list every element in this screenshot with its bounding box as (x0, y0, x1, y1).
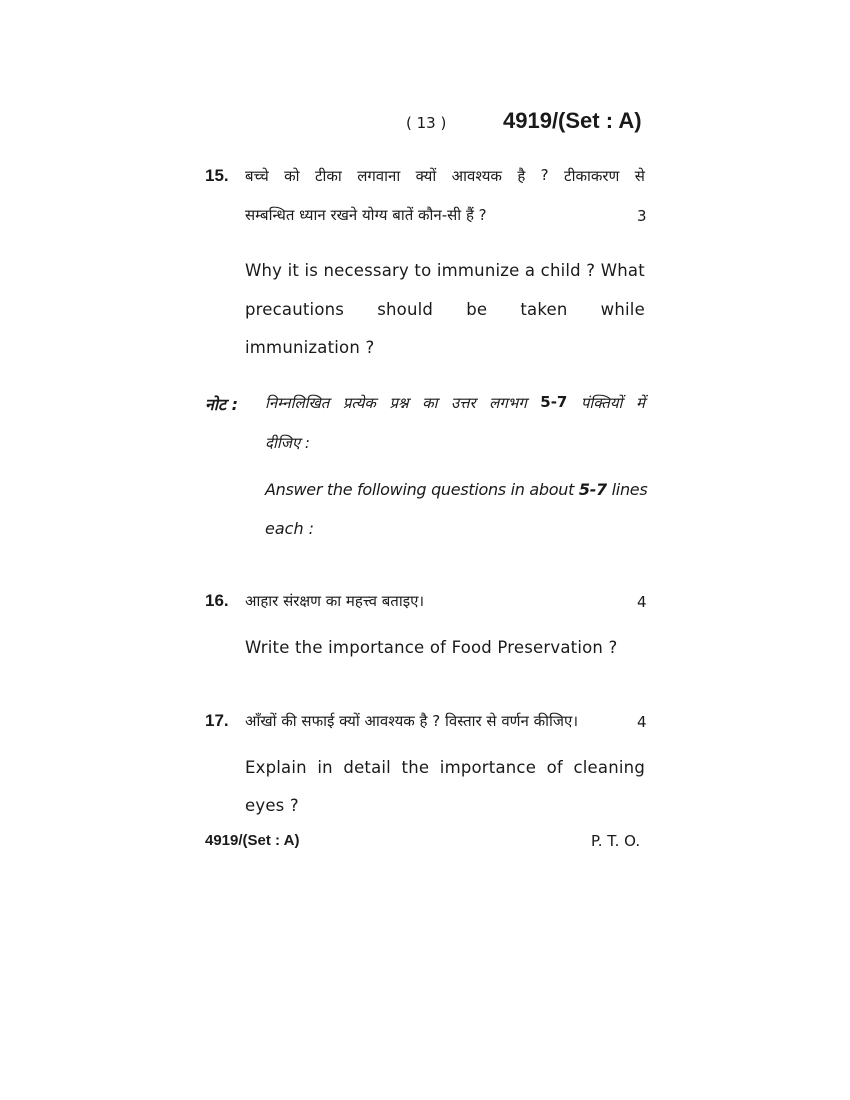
word: है (517, 167, 526, 185)
set-code-header: 4919/(Set : A) (503, 108, 642, 133)
word: taken (520, 300, 568, 319)
word: while (600, 300, 645, 319)
question-15-english-line-3: immunization ? (245, 338, 375, 357)
question-17-marks: 4 (637, 713, 647, 731)
word: 5-7 (540, 393, 568, 411)
word: लगभग (489, 394, 527, 412)
word: importance (439, 758, 537, 777)
question-15-hindi-line-2: सम्बन्धित ध्यान रखने योग्य बातें कौन-सी हैं ? (245, 206, 487, 224)
word: precautions (245, 300, 345, 319)
question-16-english: Write the importance of Food Preservation ? (245, 638, 618, 657)
word: आवश्यक (451, 167, 502, 185)
pto-label: P. T. O. (591, 832, 641, 850)
word: को (284, 167, 300, 185)
word: पंक्तियों (580, 394, 623, 412)
word: उत्तर (450, 394, 476, 412)
note-hindi-line-1 (265, 393, 645, 413)
word: in (317, 758, 333, 777)
word: बच्चे (245, 167, 269, 185)
word: be (466, 300, 488, 319)
question-15-number: 15. (205, 166, 229, 185)
note-english-line-2: each : (265, 519, 315, 538)
note-english-text-end: lines (606, 480, 648, 499)
word: of (546, 758, 563, 777)
question-16-hindi: आहार संरक्षण का महत्त्व बताइए। (245, 592, 425, 610)
word: Explain (245, 758, 307, 777)
question-17-number: 17. (205, 711, 229, 730)
footer-set-code: 4919/(Set : A) (205, 832, 300, 849)
word: detail (343, 758, 391, 777)
note-english-text: Answer the following questions in about (265, 480, 579, 499)
word: should (377, 300, 434, 319)
question-17-english-line-1 (245, 758, 645, 777)
note-english-bold: 5-7 (578, 480, 607, 499)
question-16-marks: 4 (637, 593, 647, 611)
word: ? (540, 166, 549, 184)
word: से (634, 167, 645, 185)
word: में (635, 394, 645, 412)
question-15-english-line-2 (245, 300, 645, 319)
word: का (422, 394, 438, 412)
word: क्यों (415, 167, 437, 185)
word: प्रत्येक (342, 394, 376, 412)
word: cleaning (573, 758, 645, 777)
note-label: नोट : (205, 395, 239, 414)
question-17-english-line-2: eyes ? (245, 796, 299, 815)
question-15-hindi-line-1 (245, 166, 645, 186)
word: the (401, 758, 430, 777)
question-15-english-line-1: Why it is necessary to immunize a child ? What (245, 261, 645, 280)
question-17-hindi: आँखों की सफाई क्यों आवश्यक है ? विस्तार से वर्णन कीजिए। (245, 712, 579, 730)
word: निम्नलिखित (265, 394, 330, 412)
note-hindi-line-2: दीजिए : (265, 434, 310, 452)
page-number: ( 13 ) (406, 114, 447, 132)
word: टीका (314, 167, 342, 185)
question-16-number: 16. (205, 591, 229, 610)
note-english-line-1 (265, 480, 647, 499)
word: लगवाना (357, 167, 401, 185)
question-15-marks: 3 (637, 207, 647, 225)
word: टीकाकरण (564, 167, 620, 185)
word: प्रश्न (389, 394, 409, 412)
